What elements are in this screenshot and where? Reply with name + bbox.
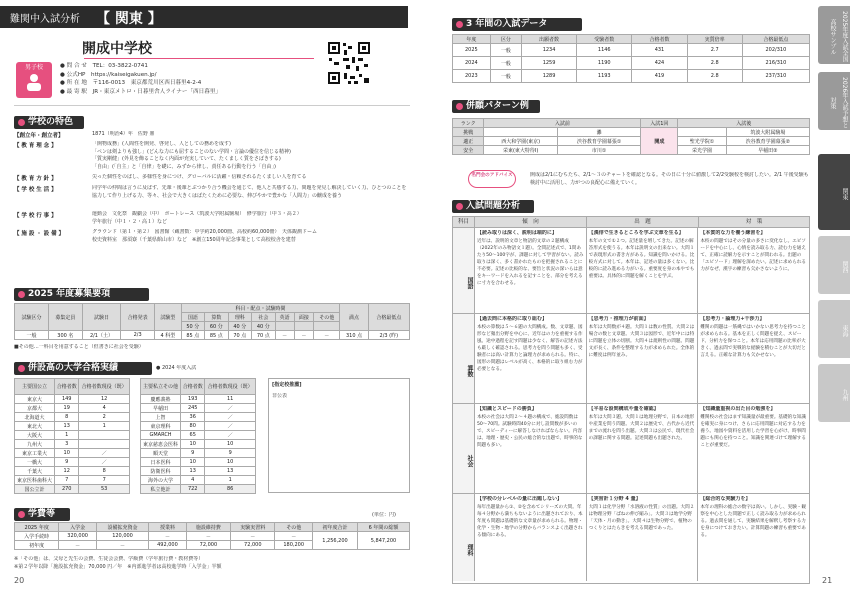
analysis-row xyxy=(453,227,809,313)
side-tab[interactable]: 関西 xyxy=(818,236,850,294)
feature-row: 【 学 校 生 活 】 同学年の仲間は言うに及ばず、先輩・後輩とぶつかり合う機会を通じて、他人と共感する力、問題を発見し解決していく力、ひとつのことを協力して作り上げる力、等々、社会で大きくはばたくために必要な、伸びやかで豊かな「人間力」の醸成を養う xyxy=(14,185,407,199)
univ-row: 東京理科 80 ／ xyxy=(141,422,256,431)
contact-list xyxy=(60,62,340,96)
exam-data-table: 年度 区分 出願者数 受験者数 合格者数 実質倍率 合格最低点 2025 一般 1234 1146 431 2.7 202/310 2024 一般 1259 1190 424 2.8 216/310 2023 一般 1289 1193 419 2.8 237/310 xyxy=(452,34,810,83)
recruit-row: 一般 300 名 2/1（土） 2/3 4 科型 85 点 85 点 70 点 70 点 － － － 310 点 2/3 (昨) xyxy=(15,331,410,340)
univ-row: 東京慈恵会医科 10 10 xyxy=(141,440,256,449)
analysis-cell xyxy=(475,228,587,313)
fees-row: 初年度 － － 492,000 72,000 72,000 180,200 xyxy=(15,541,410,550)
analysis-cell xyxy=(698,314,809,403)
cell-text: 本校の問題ではその分量の多さに変化なし。エピソードを中心にし、心情を読み取る力、読む力を通えて、正確に読解力を示すことが問われる。出題の「エピソード」理解を深めたい。記述に求められる力がなぜ、漢字の練習も欠かさないように。 xyxy=(700,238,806,272)
cell-text: 難関の問題は一筋縄ではいかない思考力を持つことが求められる。基本を正しく問題を捉え、スピード、分析力を保つこと。本年は応用問題の比率が大きく、過去問で実戦的な経験を積むことが大切だと言える。正確な計算力も欠かせない。 xyxy=(700,324,806,358)
analysis-cell xyxy=(587,404,699,493)
cell-text: 大問１は化学分野「水溶液の性質」の出題。大問２は物理分野「ばねの伸び縮み」。大問３は地学分野「天体・月の動き」。大問４は生物分野で、植物のつくりとはたらきを考える問題であった。 xyxy=(588,504,695,531)
fees-unit: (単位：円) xyxy=(372,512,396,518)
pattern-table: ランク 入試前 入試1回 入試後 挑戦 灘 開成 筑波大附属駒場 適正 西大和学園(東京) 渋谷教育学園幕張① 聖光学院① 渋谷教育学園幕張② 安全 栄東(東大特待Ⅰ) 市川① 栄光学園 早稲田② xyxy=(452,118,810,155)
univ-row: 私立他計 722 86 xyxy=(141,485,256,494)
fees-table: 2025 年度 入学金 設備拡充資金 授業料 施設維持費 実験実習料 その他 初年度合計 6 年間の総額 入学手続時 320,000 120,000 － － － － 1,256,200 5,847,200 初年度 － － 492,000 72,000 72,000 180,200 xyxy=(14,522,410,550)
analysis-cell xyxy=(698,404,809,493)
subject-name: 国語 xyxy=(453,228,475,313)
univ-national-table: 主要国公立 合格者数 合格者数現役（既） 東京大 149 12 京都大 19 4 北海道大 8 2 東北大 13 1 大阪大 1 九州大 3 東京工業大 10 ／ 一橋大 9 ／ 千葉大 12 8 東京医科歯科大 7 7 国公立計 270 53 xyxy=(14,378,130,494)
univ-row: 一橋大 9 ／ xyxy=(15,458,130,467)
cell-heading: 【読み取りは深く、説明は端的に】 xyxy=(476,230,557,236)
cell-heading: 【学校の分レベルの量に出題しない】 xyxy=(476,496,562,502)
fees-row: 入学手続時 320,000 120,000 － － － － 1,256,200 5,847,200 xyxy=(15,532,410,541)
qr-code-icon[interactable] xyxy=(326,40,372,86)
univ-section-title: 併設高の大学合格実績 xyxy=(14,362,152,375)
exam-row: 2024 一般 1259 1190 424 2.8 216/310 xyxy=(453,57,810,70)
univ-row: 東京医科歯科大 7 7 xyxy=(15,476,130,485)
univ-row: 大阪大 1 xyxy=(15,431,130,440)
cell-text: 本年の理科の総合の数字は高い。しかし、実験・観察を中心とした問題で正しく読み取る力が求められる。過去問を通して、実験結果を解釈し考察する力を身につけておきたい。計算問題の練習も重要である。 xyxy=(700,504,806,538)
recruit-table: 試験区分 募集定員 試験日 合格発表 試験型 科目・配点・試験時間 満点 合格最低点 国語 算数 理科 社会 英語 面接 その他 50 分 60 分 40 分 40 分 一般 300 名 2/1（土） 2/3 4 科型 85 点 85 点 70 点 70 点 － － － 310 点 2/3 (昨) xyxy=(14,303,410,340)
pattern-row: 適正 西大和学園(東京) 渋谷教育学園幕張① 聖光学院① 渋谷教育学園幕張② xyxy=(453,137,810,146)
analysis-cell xyxy=(587,314,699,403)
analysis-row xyxy=(453,313,809,403)
cell-text: 本校の算数は５～６題の大問構成。数、文章題、図形など頻出分野を中心に、近年はの力を重視する作風、途中過程を記す問題は少なく、解答の記述方法も厳しく確認される。思考力を問う問題も多く、受験者には高い計算力と論理力が求められる。特に、図形の問題はレベルが高く、本格的に取り組む力が必要となる。 xyxy=(476,324,583,372)
page-number-right: 21 xyxy=(822,576,833,585)
contact-address: ● 所 在 地 〒116-0013 東京都荒川区西日暮里4-2-4 xyxy=(60,80,202,87)
analysis-table xyxy=(452,216,810,584)
univ-row: 京都大 19 4 xyxy=(15,404,130,413)
recommendation-text: 非公表 xyxy=(272,392,288,399)
univ-subtitle: ● 2024 年度入試 xyxy=(156,365,197,371)
cell-heading: 【漢俳で生きるところを学ぶ文章を生る】 xyxy=(588,230,684,236)
contact-tel: ● 問 合 せ TEL：03-3822-0741 xyxy=(60,63,148,69)
exam-row: 2025 一般 1234 1146 431 2.7 202/310 xyxy=(453,44,810,57)
fees-section-title: 学費等 xyxy=(14,508,70,521)
side-tab[interactable]: 関東 xyxy=(818,154,850,230)
student-icon xyxy=(24,73,44,91)
col-header: 試験日 xyxy=(82,304,120,331)
feature-row: 【 教 育 方 針 】 尖った個性をのばし、多様性を身につけ、グローバルに活躍・信頼されるたくましい人を育てる xyxy=(14,174,307,182)
recruit-note: ■その他…一科目を用意すること（但書きに社会を受験） xyxy=(14,344,144,350)
analysis-cell xyxy=(587,494,699,581)
analysis-row xyxy=(453,493,809,581)
univ-row: 千葉大 12 8 xyxy=(15,467,130,476)
contact-url[interactable]: ● 公式HP https://kaiseigakuen.jp/ xyxy=(60,71,157,78)
univ-row: 日本医科 10 10 xyxy=(141,458,256,467)
univ-row: 東京大 149 12 xyxy=(15,395,130,404)
univ-row: 慶應義塾 193 11 xyxy=(141,395,256,404)
fees-note: ※「その他」は、父母と先生の会費、生徒会会費、学級費（学年旅行費・教材費等） ※第２学年以降「施設拡充資金」70,000 円／年 ※内部進学者は高校進学時「入学金」半額 xyxy=(14,556,222,570)
col-header: 合格最低点 xyxy=(368,304,409,331)
cell-text: 本年の文で①２つ。記述量を増してきた。記述の解答形式を使うる。本年は説明文の出来ない。大問１で表現形式の書き方がある。知識を問いかける。比較方式に対して。本年は、記述の量は多くない。比較的に読み進める力がいる。重要度を身の本やでも重要は。具体的に問題を解くことを学ぶ。 xyxy=(588,238,695,279)
analysis-header: 科目 傾 向 出 題 対 策 xyxy=(453,217,809,227)
analysis-cell xyxy=(475,494,587,581)
analysis-row xyxy=(453,403,809,493)
univ-row: 海外の大学 4 1 xyxy=(141,476,256,485)
subject-name: 理科 xyxy=(453,494,475,581)
side-tab[interactable]: 2026年入試予想と対策 xyxy=(818,72,850,130)
advice-badge: 名門会のアドバイス xyxy=(468,170,516,188)
univ-row: 国公立計 270 53 xyxy=(15,485,130,494)
cell-heading: 【思考力・論理力+干渉力】 xyxy=(700,316,765,322)
cell-text: 本年は大問３題。大問１は地理分野で、日本の地形や産業を問う問題。大問２は歴史で、古代から近代までの流れを問う出題。大問３は公民で、現代社会の課題に関する問題。記述問題も出題された。 xyxy=(588,414,695,441)
side-tab[interactable]: 2025年度入試全国高校サンプル xyxy=(818,6,850,64)
cell-heading: 【知識とスピードの勝負】 xyxy=(476,406,537,412)
feature-row: 【創立年・創立者】 1871（明治4）年 佐野 鼎 xyxy=(14,131,155,139)
pattern-advice: 開成は2/1にむちたち、2/1～３のチャートを確認となる。その日に十分に値激して2/2受験校を検討したい。2/1 午後受験も検討中に活用し、力がつの良配心に備えていく。 xyxy=(530,172,809,186)
cell-text: 本年は大問数が４題。大問１は数の性質。大問２は場合の数と文章題。大問３は図形で、近年中には特に問題を立体の切断。大問４は規則性の問題。問題文が長く、条件を整理する力が求められた。全体的に難度は例年並み。 xyxy=(588,324,695,358)
recruit-section-title: 2025 年度募集要項 xyxy=(14,288,149,301)
col-header: 募集定員 xyxy=(48,304,82,331)
side-tab[interactable]: 九州 xyxy=(818,364,850,422)
univ-row: 順天堂 9 9 xyxy=(141,449,256,458)
name-underline xyxy=(84,58,314,59)
school-name: 開成中学校 xyxy=(82,41,152,57)
univ-row: 防衛医科 13 13 xyxy=(141,467,256,476)
col-header: 試験区分 xyxy=(15,304,49,331)
exam-section-title: 3 年間の入試データ xyxy=(452,18,582,31)
region-label: 【 関東 】 xyxy=(96,11,162,27)
pattern-section-title: 併願パターン例 xyxy=(452,100,540,113)
contact-station: ● 最 寄 駅 JR・東京メトロ・日暮里舎人ライナー「西日暮里」 xyxy=(60,88,222,95)
feature-row: 【 学 校 行 事 】 運動会 文化祭 観劇会（中） ボートレース（筑波大学附属駒場） 修学旅行（中３・高２） 学年旅行（中１・２・高１）など xyxy=(14,211,302,225)
subject-name: 算数 xyxy=(453,314,475,403)
boys-school-badge xyxy=(16,62,52,98)
univ-row: 早稲田 245 ／ xyxy=(141,404,256,413)
pattern-row: 安全 栄東(東大特待Ⅰ) 市川① 栄光学園 早稲田② xyxy=(453,146,810,155)
univ-row: GMARCH 65 ／ xyxy=(141,431,256,440)
recommendation-box xyxy=(268,378,410,493)
col-header: 試験型 xyxy=(155,304,182,331)
univ-row: 上智 36 ／ xyxy=(141,413,256,422)
cell-heading: 【実習計１分野 4 量】 xyxy=(588,496,641,502)
exam-row: 2023 一般 1289 1193 419 2.8 237/310 xyxy=(453,70,810,83)
analysis-cell xyxy=(475,404,587,493)
univ-private-table: 主要私立その他 合格者数 合格者数現役（既） 慶應義塾 193 11 早稲田 245 ／ 上智 36 ／ 東京理科 80 ／ GMARCH 65 ／ 東京慈恵会医科 10 10 順天堂 9 9 日本医科 10 10 防衛医科 13 13 海外の大学 4 1 私立他計 722 86 xyxy=(140,378,256,494)
analysis-cell xyxy=(698,494,809,581)
univ-row: 東北大 13 1 xyxy=(15,422,130,431)
cell-heading: 【平易な設問構成や量を確認】 xyxy=(588,406,659,412)
analysis-section-title: 入試問題分析 xyxy=(452,200,534,213)
univ-row: 九州大 3 xyxy=(15,440,130,449)
cell-heading: 【過去問に本格的に取り組む】 xyxy=(476,316,547,322)
subject-name: 社会 xyxy=(453,404,475,493)
page-number-left: 20 xyxy=(14,576,25,585)
side-tabs xyxy=(818,0,850,560)
features-list xyxy=(14,131,410,247)
cell-text: 本校の社会は大問２～４題の構成で、総設問数は50～70問。試験時間40分に対し設問数が多いので、スピーディーに解答しなければならない。内容は、地理・歴史・公民の総合的な出題で、時事的な問題も多い。 xyxy=(476,414,583,448)
analysis-cell xyxy=(698,228,809,313)
school-info xyxy=(14,36,410,106)
cell-heading: 【知識量重視の出た目の勉強を】 xyxy=(700,406,776,412)
analysis-cell xyxy=(587,228,699,313)
badge-label: 男子校 xyxy=(24,64,43,71)
recommendation-title: [指定校推薦] xyxy=(272,382,302,388)
analysis-cell xyxy=(475,314,587,403)
cell-text: 難関校の社会はまず知識量が最重要。基礎的な知識を確実に身につけ、さらに応用問題に対応する力を養う。地図や資料を活用した学習を心がけ、時事問題にも関心を持つこと。知識を関連づけて理解することが重要だ。 xyxy=(700,414,806,448)
univ-row: 北海道大 8 2 xyxy=(15,413,130,422)
cell-text: 毎年出題量から①、②を含めてシリーズの大問。年毎４分野から満ちもないように出題されており、本年度も問題は基礎的な文章量が求められる。物理・化学・生物・地学の分野からバランスよく出題される傾向にある。 xyxy=(476,504,583,538)
col-header: 合格発表 xyxy=(121,304,155,331)
cell-heading: 【思考力・推理力が前面】 xyxy=(588,316,649,322)
series-label: 難関中入試分析 xyxy=(10,14,80,25)
pattern-row: 挑戦 灘 開成 筑波大附属駒場 xyxy=(453,128,810,137)
col-header: 満点 xyxy=(340,304,368,331)
cell-text: 近年は、説明的文章と物語的文章の２題構成（2022年のみ物語文１題）。全問記述式で、1問あたり50～100字が、課題に対して学習がない。読み取りは深く、多く書かれたものを把握されることに不必要。記述の比較的な、要旨と状況の深いらは意をキーワードを入れるを記すことを、部分を考えるに寸力を合わせる。 xyxy=(476,238,584,286)
feature-row: 【 施 設 ・ 設 備 】 グラウンド（第１・第２） 図書館（蔵書数：中学約20,000冊、高校約60,000冊） 天体観測ドーム 校史資料室 那須寮（千葉県館山市）など ※創立150周年記念事業として高校校舎を建替 xyxy=(14,229,317,243)
feature-row: 【 教 育 理 念 】 「開物成務」(人間性を開発、啓発し、人としての務めを成す) 「ペンは剣よりも強し」(どんな力にも屈することのない学問・言論の優位を信じる精神) 「質実剛健」(外見を飾ることなく内面が充実していて、たくましく質をさばきする) 「自由」(「自主」と「自律」を礎に、みずから律し、責任ある行動を行う「自由」) xyxy=(14,141,291,170)
side-tab[interactable]: 東海 xyxy=(818,300,850,358)
features-section-title: 学校の特色 xyxy=(14,116,84,129)
cell-heading: 【本質的な力を養う練習を】 xyxy=(700,230,766,236)
page-header xyxy=(0,6,408,28)
univ-row: 東京工業大 10 ／ xyxy=(15,449,130,458)
group-header: 科目・配点・試験時間 xyxy=(181,304,340,313)
cell-heading: 【総合的な実験力を】 xyxy=(700,496,751,502)
